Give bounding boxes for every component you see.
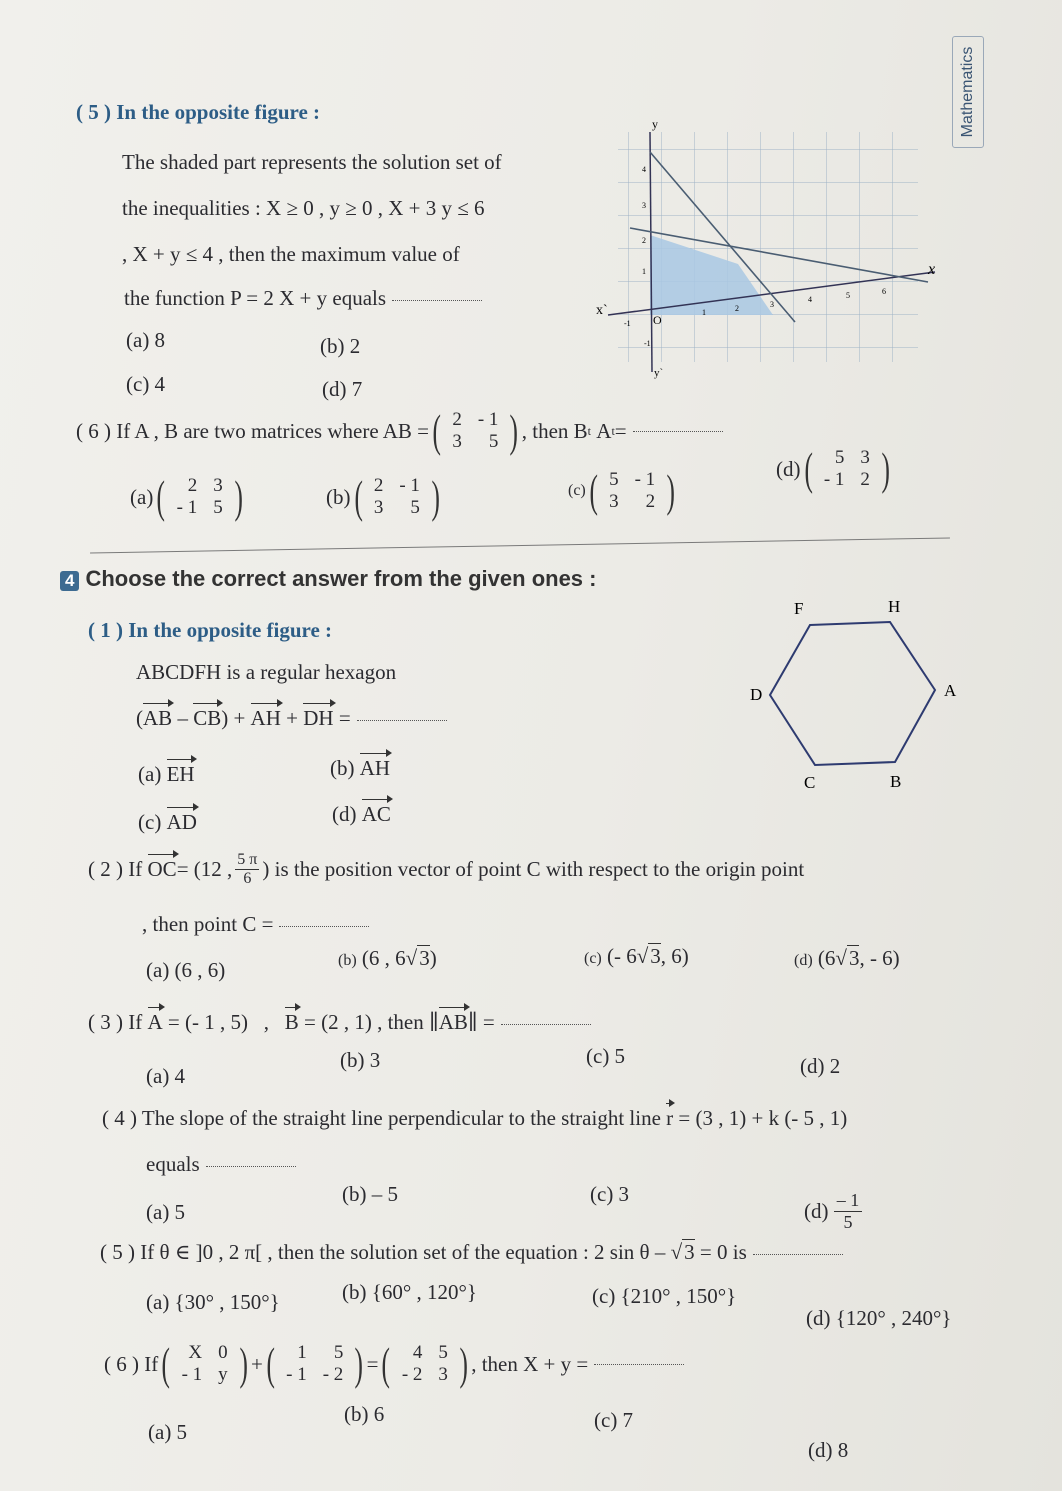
s2-option-c[interactable]: (c) (- 6√3, 6) <box>584 944 689 968</box>
s3-option-a[interactable]: (a) 4 <box>146 1064 186 1088</box>
s6-option-d[interactable]: (d) 8 <box>808 1438 849 1462</box>
s4-stem: ( 4 ) The slope of the straight line perpendicular to the straight line r = (3 , 1) + k (- 5 , 1) <box>102 1106 848 1130</box>
svg-text:D: D <box>750 685 763 704</box>
subject-tab: Mathematics <box>952 36 984 148</box>
s3-stem: ( 3 ) If A = (- 1 , 5) , B = (2 , 1) , then ∥AB∥ = <box>88 1010 591 1035</box>
s3-option-c[interactable]: (c) 5 <box>586 1044 626 1068</box>
q5-number: ( 5 ) <box>76 100 111 124</box>
q5-line1: The shaded part represents the solution set of <box>122 150 502 174</box>
s1-expression: (AB – CB) + AH + DH = <box>136 706 447 731</box>
q5-header <box>76 100 320 125</box>
s5-stem: ( 5 ) If θ ∈ ]0 , 2 π[ , then the solution set of the equation : 2 sin θ – √3 = 0 is <box>100 1240 843 1265</box>
s6-option-b[interactable]: (b) 6 <box>344 1402 385 1426</box>
q5-option-c[interactable]: (c) 4 <box>126 372 166 396</box>
y-tick-label: 4 <box>642 165 646 174</box>
s5-option-a[interactable]: (a) {30° , 150°} <box>146 1290 280 1314</box>
svg-text:B: B <box>890 772 902 791</box>
x-neg-label: x` <box>596 303 608 318</box>
s2-option-a[interactable]: (a) (6 , 6) <box>146 958 226 982</box>
x-axis-label: x <box>928 261 936 278</box>
s2-option-d[interactable]: (d) (6√3, - 6) <box>794 946 900 970</box>
q6-option-c[interactable]: (c) ( 5 - 1 3 2 ) <box>568 465 676 516</box>
x-tick-label: 6 <box>882 287 886 296</box>
s4-option-b[interactable]: (b) – 5 <box>342 1182 398 1206</box>
x-tick-label: 2 <box>735 304 739 313</box>
x-tick-label: 4 <box>808 295 812 304</box>
section-4-header: 4 Choose the correct answer from the given ones : <box>60 566 596 592</box>
s4-line2: equals <box>146 1152 296 1177</box>
svg-text:H: H <box>888 597 901 616</box>
s6-stem: ( 6 ) If ( X 0 - 1 y ) + ( 1 5 - 1 - 2 ) = ( 4 5 - 2 3 ) , then X + y = <box>104 1330 684 1398</box>
s2-option-b[interactable]: (b) (6 , 6√3) <box>338 946 437 970</box>
svg-text:C: C <box>804 773 816 792</box>
q6-option-d[interactable]: (d) ( 5 3 - 1 2 ) <box>776 443 890 494</box>
y-axis-label: y <box>652 117 658 131</box>
s6-option-c[interactable]: (c) 7 <box>594 1408 634 1432</box>
s1-line1: ABCDFH is a regular hexagon <box>136 660 397 684</box>
s3-option-d[interactable]: (d) 2 <box>800 1054 841 1078</box>
q6-option-a[interactable]: (a) ( 2 3 - 1 5 ) <box>130 471 243 522</box>
matrix-ab: ( 2 - 1 3 5 ) <box>432 405 519 456</box>
s6-option-a[interactable]: (a) 5 <box>148 1420 188 1444</box>
s5-option-d[interactable]: (d) {120° , 240°} <box>806 1306 952 1330</box>
s4-option-d[interactable]: (d) – 1 5 <box>804 1190 862 1233</box>
y-tick-label: 3 <box>642 201 646 210</box>
x-tick-label: 3 <box>770 300 774 309</box>
s5-option-c[interactable]: (c) {210° , 150°} <box>592 1284 737 1308</box>
svg-text:A: A <box>944 681 957 700</box>
y-neg-label: y` <box>654 367 664 379</box>
q5-graph <box>590 112 950 382</box>
s2-line2: , then point C = <box>142 912 369 937</box>
hexagon <box>770 622 935 765</box>
s5-option-b[interactable]: (b) {60° , 120°} <box>342 1280 477 1304</box>
s1-option-a[interactable]: (a) EH <box>138 762 195 786</box>
x-tick-label: 1 <box>702 308 706 317</box>
q5-title: In the opposite figure : <box>116 100 321 124</box>
hexagon-figure <box>740 590 970 800</box>
q6-option-b[interactable]: (b) ( 2 - 1 3 5 ) <box>326 471 440 522</box>
s2-stem: ( 2 ) If OC = (12 , 5 π 6 ) is the position vector of point C with respect to the origin point <box>88 850 805 887</box>
origin-label: O <box>653 313 662 327</box>
q5-option-d[interactable]: (d) 7 <box>322 377 363 401</box>
q5-option-a[interactable]: (a) 8 <box>126 328 166 352</box>
x-tick-label: -1 <box>624 319 631 328</box>
s1-option-d[interactable]: (d) AC <box>332 802 391 826</box>
y-tick-label: -1 <box>644 339 651 348</box>
q5-line2: the inequalities : X ≥ 0 , y ≥ 0 , X + 3 y ≤ 6 <box>122 196 485 220</box>
s1-option-c[interactable]: (c) AD <box>138 810 197 834</box>
s3-option-b[interactable]: (b) 3 <box>340 1048 381 1072</box>
q6-stem: ( 6 ) If A , B are two matrices where AB = ( 2 - 1 3 5 ) , then B t A t = <box>76 402 723 460</box>
s1-header: ( 1 ) In the opposite figure : <box>88 618 333 642</box>
svg-text:F: F <box>794 599 804 618</box>
s4-option-c[interactable]: (c) 3 <box>590 1182 630 1206</box>
answer-blank <box>392 299 482 301</box>
q5-line4: the function P = 2 X + y equals <box>124 286 482 311</box>
y-tick-label: 1 <box>642 267 646 276</box>
divider <box>90 537 950 553</box>
y-tick-label: 2 <box>642 236 646 245</box>
s1-option-b[interactable]: (b) AH <box>330 756 391 780</box>
q5-option-b[interactable]: (b) 2 <box>320 334 361 358</box>
q5-line3: , X + y ≤ 4 , then the maximum value of <box>122 242 460 266</box>
s4-option-a[interactable]: (a) 5 <box>146 1200 186 1224</box>
x-tick-label: 5 <box>846 291 850 300</box>
